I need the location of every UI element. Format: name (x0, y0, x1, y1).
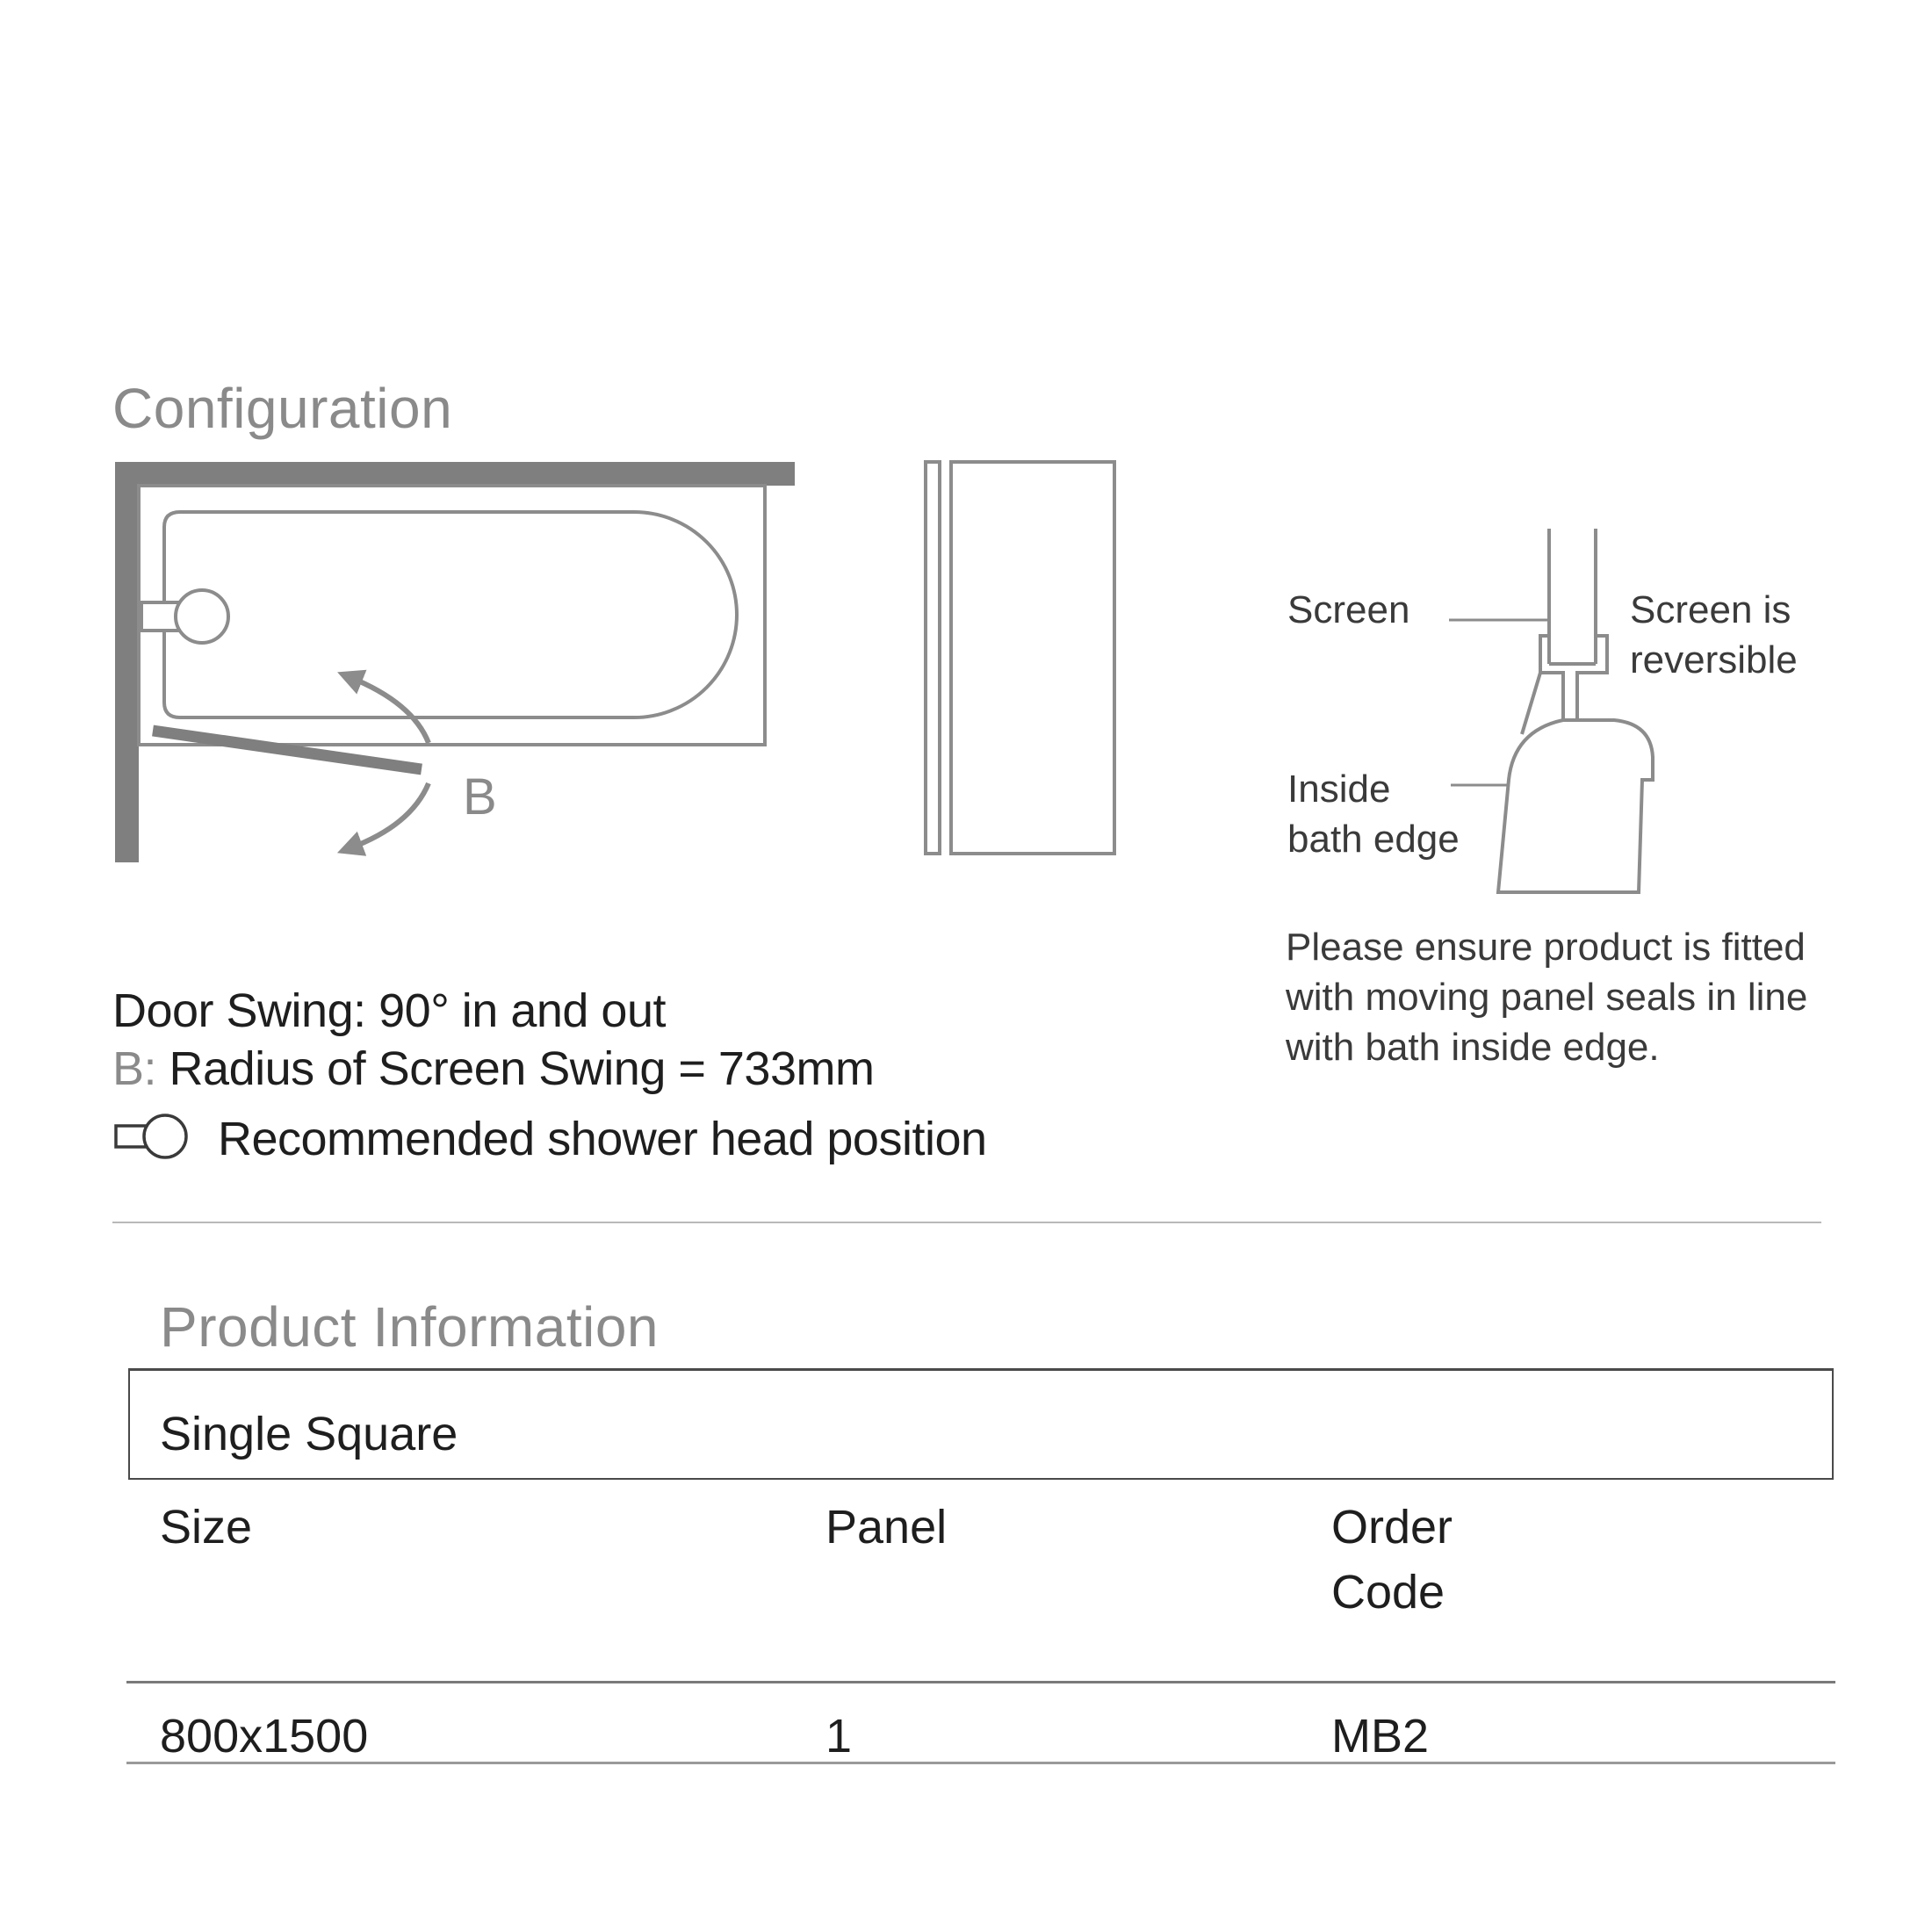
cell-order-code: MB2 (1331, 1710, 1430, 1763)
section-divider (112, 1222, 1821, 1223)
screen-reversible-label: Screen is reversible (1630, 588, 1798, 681)
cell-size: 800x1500 (160, 1710, 369, 1763)
screen-label: Screen (1287, 588, 1410, 631)
screen-panel (153, 731, 422, 769)
variant-name: Single Square (160, 1408, 458, 1460)
inside-bath-edge-label: Inside bath edge (1287, 768, 1460, 861)
row-divider (126, 1762, 1835, 1764)
configuration-title: Configuration (112, 377, 453, 440)
screen-elevation-edge (926, 462, 940, 854)
bath-edge-section (1498, 529, 1653, 892)
product-info-title: Product Information (160, 1295, 659, 1359)
legend-shower-head-icon (116, 1115, 186, 1157)
col-header-size: Size (160, 1501, 253, 1554)
col-header-panel: Panel (825, 1501, 948, 1554)
radius-text (112, 1042, 874, 1096)
screen-elevation-panel (951, 462, 1114, 854)
swing-arc-out (350, 783, 429, 848)
col-header-order-code: Order Code (1331, 1501, 1453, 1618)
shower-head-icon (141, 590, 228, 643)
back-wall (115, 462, 795, 486)
shower-legend-text: Recommended shower head position (218, 1113, 987, 1165)
bath-basin (164, 512, 737, 717)
header-divider (126, 1681, 1835, 1683)
cell-panel: 1 (825, 1710, 853, 1763)
radius-value: Radius of Screen Swing = 733mm (169, 1042, 875, 1095)
radius-prefix: B: (112, 1042, 157, 1095)
bath-rim (139, 486, 765, 745)
swing-radius-label: B (463, 768, 497, 825)
swing-arc-in (350, 677, 429, 743)
fitting-note: Please ensure product is fitted with moving panel seals in line with bath inside edge. (1286, 926, 1808, 1069)
side-wall (115, 462, 139, 862)
door-swing-text: Door Swing: 90° in and out (112, 984, 666, 1037)
